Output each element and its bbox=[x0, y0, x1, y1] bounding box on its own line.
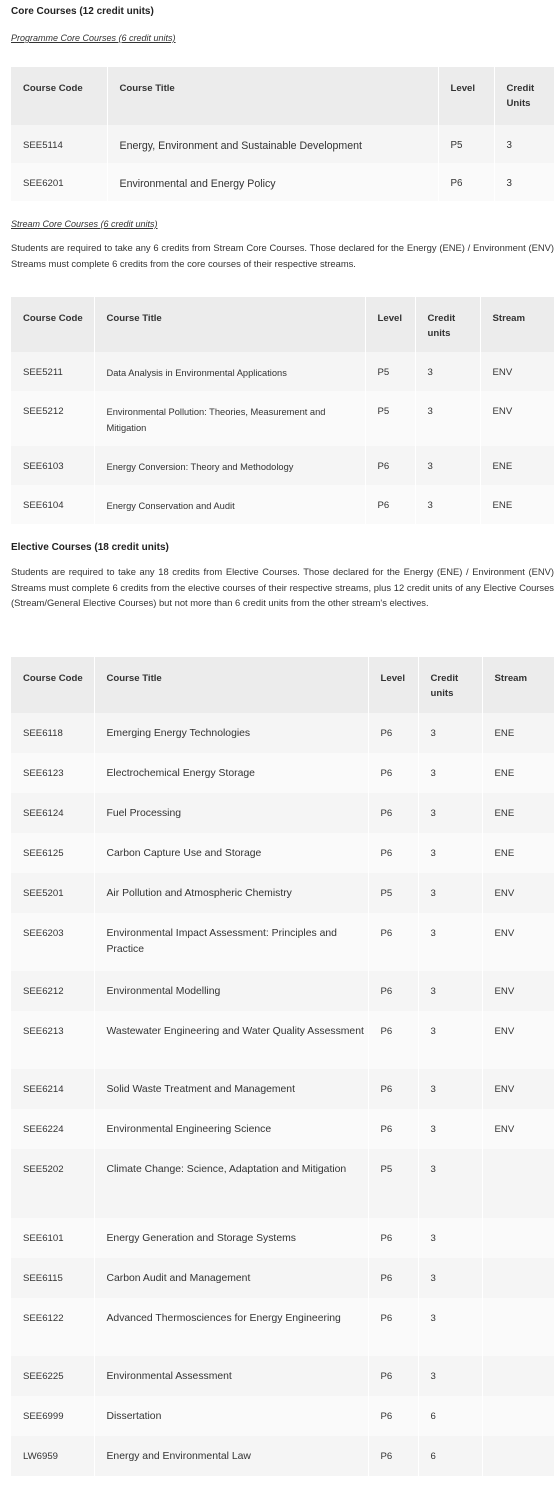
course-code: SEE6213 bbox=[11, 1011, 94, 1069]
elective-courses-heading: Elective Courses (18 credit units) bbox=[11, 542, 169, 553]
course-stream bbox=[482, 1218, 554, 1258]
course-code: LW6959 bbox=[11, 1436, 94, 1476]
course-level: P6 bbox=[368, 1436, 418, 1476]
course-credits: 3 bbox=[418, 833, 482, 873]
course-title: Emerging Energy Technologies bbox=[94, 713, 368, 753]
course-code: SEE6999 bbox=[11, 1396, 94, 1436]
course-stream bbox=[482, 1436, 554, 1476]
header-stream: Stream bbox=[482, 657, 554, 713]
course-credits: 3 bbox=[418, 793, 482, 833]
course-credits: 3 bbox=[418, 1069, 482, 1109]
header-course-code: Course Code bbox=[11, 657, 94, 713]
course-title: Solid Waste Treatment and Management bbox=[94, 1069, 368, 1109]
course-level: P5 bbox=[365, 352, 415, 391]
course-code: SEE6124 bbox=[11, 793, 94, 833]
course-stream: ENV bbox=[482, 971, 554, 1011]
course-stream: ENV bbox=[482, 1069, 554, 1109]
course-code: SEE6122 bbox=[11, 1298, 94, 1356]
header-level: Level bbox=[365, 297, 415, 352]
elective-description: Students are required to take any 18 credits from Elective Courses. Those declared for the Energy (ENE) / Environment (ENV) Streams must complete 6 credits from the elective courses of their respective streams, plus 12 credit units of any Elective Courses (Stream/General Elective Courses) but not more than 6 credit units from the other stream's electives. bbox=[11, 566, 554, 608]
course-credits: 3 bbox=[418, 1298, 482, 1356]
course-level: P6 bbox=[368, 913, 418, 971]
table-row bbox=[11, 833, 554, 873]
course-title: Environmental Modelling bbox=[94, 971, 368, 1011]
course-level: P6 bbox=[368, 793, 418, 833]
core-courses-heading: Core Courses (12 credit units) bbox=[11, 6, 154, 17]
course-credits: 3 bbox=[418, 1149, 482, 1218]
course-stream bbox=[482, 1356, 554, 1396]
table-header-row bbox=[11, 67, 554, 125]
course-level: P6 bbox=[368, 1069, 418, 1109]
course-level: P6 bbox=[368, 1011, 418, 1069]
course-code: SEE5114 bbox=[11, 125, 107, 163]
course-title: Advanced Thermosciences for Energy Engineering bbox=[94, 1298, 368, 1356]
course-level: P6 bbox=[368, 1396, 418, 1436]
table-row bbox=[11, 913, 554, 971]
elective-table bbox=[11, 657, 554, 1476]
programme-core-subheading: Programme Core Courses (6 credit units) bbox=[11, 33, 176, 43]
course-code: SEE6225 bbox=[11, 1356, 94, 1396]
stream-core-description: Students are required to take any 6 credits from Stream Core Courses. Those declared for the Energy (ENE) / Environment (ENV) Streams must complete 6 credits from the core courses of their respective streams. bbox=[11, 242, 554, 269]
table-row bbox=[11, 352, 554, 391]
course-credits: 3 bbox=[418, 873, 482, 913]
course-level: P5 bbox=[438, 125, 494, 163]
table-row bbox=[11, 1436, 554, 1476]
course-title: Data Analysis in Environmental Applications bbox=[94, 352, 365, 391]
table-row bbox=[11, 125, 554, 163]
course-level: P6 bbox=[368, 971, 418, 1011]
course-title: Environmental Pollution: Theories, Measurement and Mitigation bbox=[94, 391, 365, 446]
course-level: P5 bbox=[368, 873, 418, 913]
table-row bbox=[11, 446, 554, 485]
table-row bbox=[11, 1258, 554, 1298]
course-stream: ENV bbox=[480, 391, 554, 446]
course-code: SEE6203 bbox=[11, 913, 94, 971]
table-row bbox=[11, 391, 554, 446]
course-title: Energy Conservation and Audit bbox=[94, 485, 365, 524]
course-stream: ENE bbox=[482, 793, 554, 833]
course-stream bbox=[482, 1396, 554, 1436]
course-level: P6 bbox=[368, 753, 418, 793]
course-code: SEE5202 bbox=[11, 1149, 94, 1218]
course-level: P6 bbox=[365, 446, 415, 485]
course-credits: 3 bbox=[418, 753, 482, 793]
course-code: SEE5211 bbox=[11, 352, 94, 391]
course-stream: ENE bbox=[482, 713, 554, 753]
table-row bbox=[11, 793, 554, 833]
header-level: Level bbox=[368, 657, 418, 713]
course-title: Environmental Assessment bbox=[94, 1356, 368, 1396]
course-level: P6 bbox=[368, 713, 418, 753]
course-level: P6 bbox=[368, 1298, 418, 1356]
course-title: Energy Generation and Storage Systems bbox=[94, 1218, 368, 1258]
course-level: P6 bbox=[368, 1258, 418, 1298]
course-credits: 3 bbox=[418, 1011, 482, 1069]
header-stream: Stream bbox=[480, 297, 554, 352]
course-stream: ENE bbox=[482, 753, 554, 793]
course-level: P6 bbox=[368, 1218, 418, 1258]
course-code: SEE6214 bbox=[11, 1069, 94, 1109]
course-title: Air Pollution and Atmospheric Chemistry bbox=[94, 873, 368, 913]
table-row bbox=[11, 163, 554, 201]
course-code: SEE6104 bbox=[11, 485, 94, 524]
course-title: Electrochemical Energy Storage bbox=[94, 753, 368, 793]
course-credits: 3 bbox=[418, 1258, 482, 1298]
course-code: SEE6118 bbox=[11, 713, 94, 753]
course-credits: 3 bbox=[415, 391, 480, 446]
course-stream: ENE bbox=[480, 485, 554, 524]
course-level: P6 bbox=[368, 1356, 418, 1396]
course-credits: 3 bbox=[494, 125, 554, 163]
stream-core-table bbox=[11, 297, 554, 524]
table-header-row bbox=[11, 657, 554, 713]
course-credits: 6 bbox=[418, 1436, 482, 1476]
course-stream bbox=[482, 1149, 554, 1218]
course-title: Energy, Environment and Sustainable Development bbox=[107, 125, 438, 163]
header-course-title: Course Title bbox=[94, 297, 365, 352]
course-title: Climate Change: Science, Adaptation and Mitigation bbox=[94, 1149, 368, 1218]
header-course-title: Course Title bbox=[107, 67, 438, 125]
course-credits: 3 bbox=[418, 971, 482, 1011]
course-level: P6 bbox=[365, 485, 415, 524]
course-level: P5 bbox=[365, 391, 415, 446]
course-title: Energy Conversion: Theory and Methodology bbox=[94, 446, 365, 485]
course-level: P6 bbox=[368, 1109, 418, 1149]
course-credits: 3 bbox=[494, 163, 554, 201]
course-stream: ENE bbox=[480, 446, 554, 485]
table-row bbox=[11, 1109, 554, 1149]
course-code: SEE6125 bbox=[11, 833, 94, 873]
course-title: Carbon Capture Use and Storage bbox=[94, 833, 368, 873]
table-row bbox=[11, 713, 554, 753]
course-stream: ENV bbox=[482, 1011, 554, 1069]
course-title: Environmental Impact Assessment: Principles and Practice bbox=[94, 913, 368, 971]
table-row bbox=[11, 753, 554, 793]
header-credit-units: Credit units bbox=[415, 297, 480, 352]
table-row bbox=[11, 1298, 554, 1356]
course-credits: 3 bbox=[418, 1218, 482, 1258]
course-credits: 3 bbox=[415, 485, 480, 524]
course-title: Dissertation bbox=[94, 1396, 368, 1436]
course-credits: 6 bbox=[418, 1396, 482, 1436]
header-course-code: Course Code bbox=[11, 67, 107, 125]
table-row bbox=[11, 1069, 554, 1109]
course-title: Wastewater Engineering and Water Quality Assessment bbox=[94, 1011, 368, 1069]
course-level: P6 bbox=[438, 163, 494, 201]
course-title: Energy and Environmental Law bbox=[94, 1436, 368, 1476]
table-row bbox=[11, 1218, 554, 1258]
course-credits: 3 bbox=[418, 1109, 482, 1149]
course-level: P6 bbox=[368, 833, 418, 873]
course-code: SEE5212 bbox=[11, 391, 94, 446]
course-credits: 3 bbox=[418, 713, 482, 753]
course-code: SEE6103 bbox=[11, 446, 94, 485]
course-stream: ENV bbox=[482, 913, 554, 971]
table-row bbox=[11, 485, 554, 524]
course-code: SEE6101 bbox=[11, 1218, 94, 1258]
course-credits: 3 bbox=[415, 446, 480, 485]
course-code: SEE6115 bbox=[11, 1258, 94, 1298]
course-code: SEE6201 bbox=[11, 163, 107, 201]
table-row bbox=[11, 1011, 554, 1069]
table-row bbox=[11, 873, 554, 913]
table-row bbox=[11, 1149, 554, 1218]
course-code: SEE6212 bbox=[11, 971, 94, 1011]
course-title: Environmental and Energy Policy bbox=[107, 163, 438, 201]
course-credits: 3 bbox=[418, 913, 482, 971]
course-stream: ENV bbox=[480, 352, 554, 391]
course-code: SEE6123 bbox=[11, 753, 94, 793]
header-course-title: Course Title bbox=[94, 657, 368, 713]
stream-core-subheading: Stream Core Courses (6 credit units) bbox=[11, 219, 158, 229]
course-stream bbox=[482, 1258, 554, 1298]
course-stream: ENE bbox=[482, 833, 554, 873]
course-stream: ENV bbox=[482, 1109, 554, 1149]
course-credits: 3 bbox=[415, 352, 480, 391]
course-code: SEE6224 bbox=[11, 1109, 94, 1149]
header-credit-units: Credit units bbox=[418, 657, 482, 713]
header-course-code: Course Code bbox=[11, 297, 94, 352]
course-code: SEE5201 bbox=[11, 873, 94, 913]
table-header-row bbox=[11, 297, 554, 352]
table-row bbox=[11, 1396, 554, 1436]
table-row bbox=[11, 1356, 554, 1396]
programme-core-table bbox=[11, 67, 554, 201]
course-title: Fuel Processing bbox=[94, 793, 368, 833]
course-title: Environmental Engineering Science bbox=[94, 1109, 368, 1149]
course-stream bbox=[482, 1298, 554, 1356]
course-level: P5 bbox=[368, 1149, 418, 1218]
table-row bbox=[11, 971, 554, 1011]
course-stream: ENV bbox=[482, 873, 554, 913]
header-credit-units: Credit Units bbox=[494, 67, 554, 125]
header-level: Level bbox=[438, 67, 494, 125]
course-credits: 3 bbox=[418, 1356, 482, 1396]
course-title: Carbon Audit and Management bbox=[94, 1258, 368, 1298]
